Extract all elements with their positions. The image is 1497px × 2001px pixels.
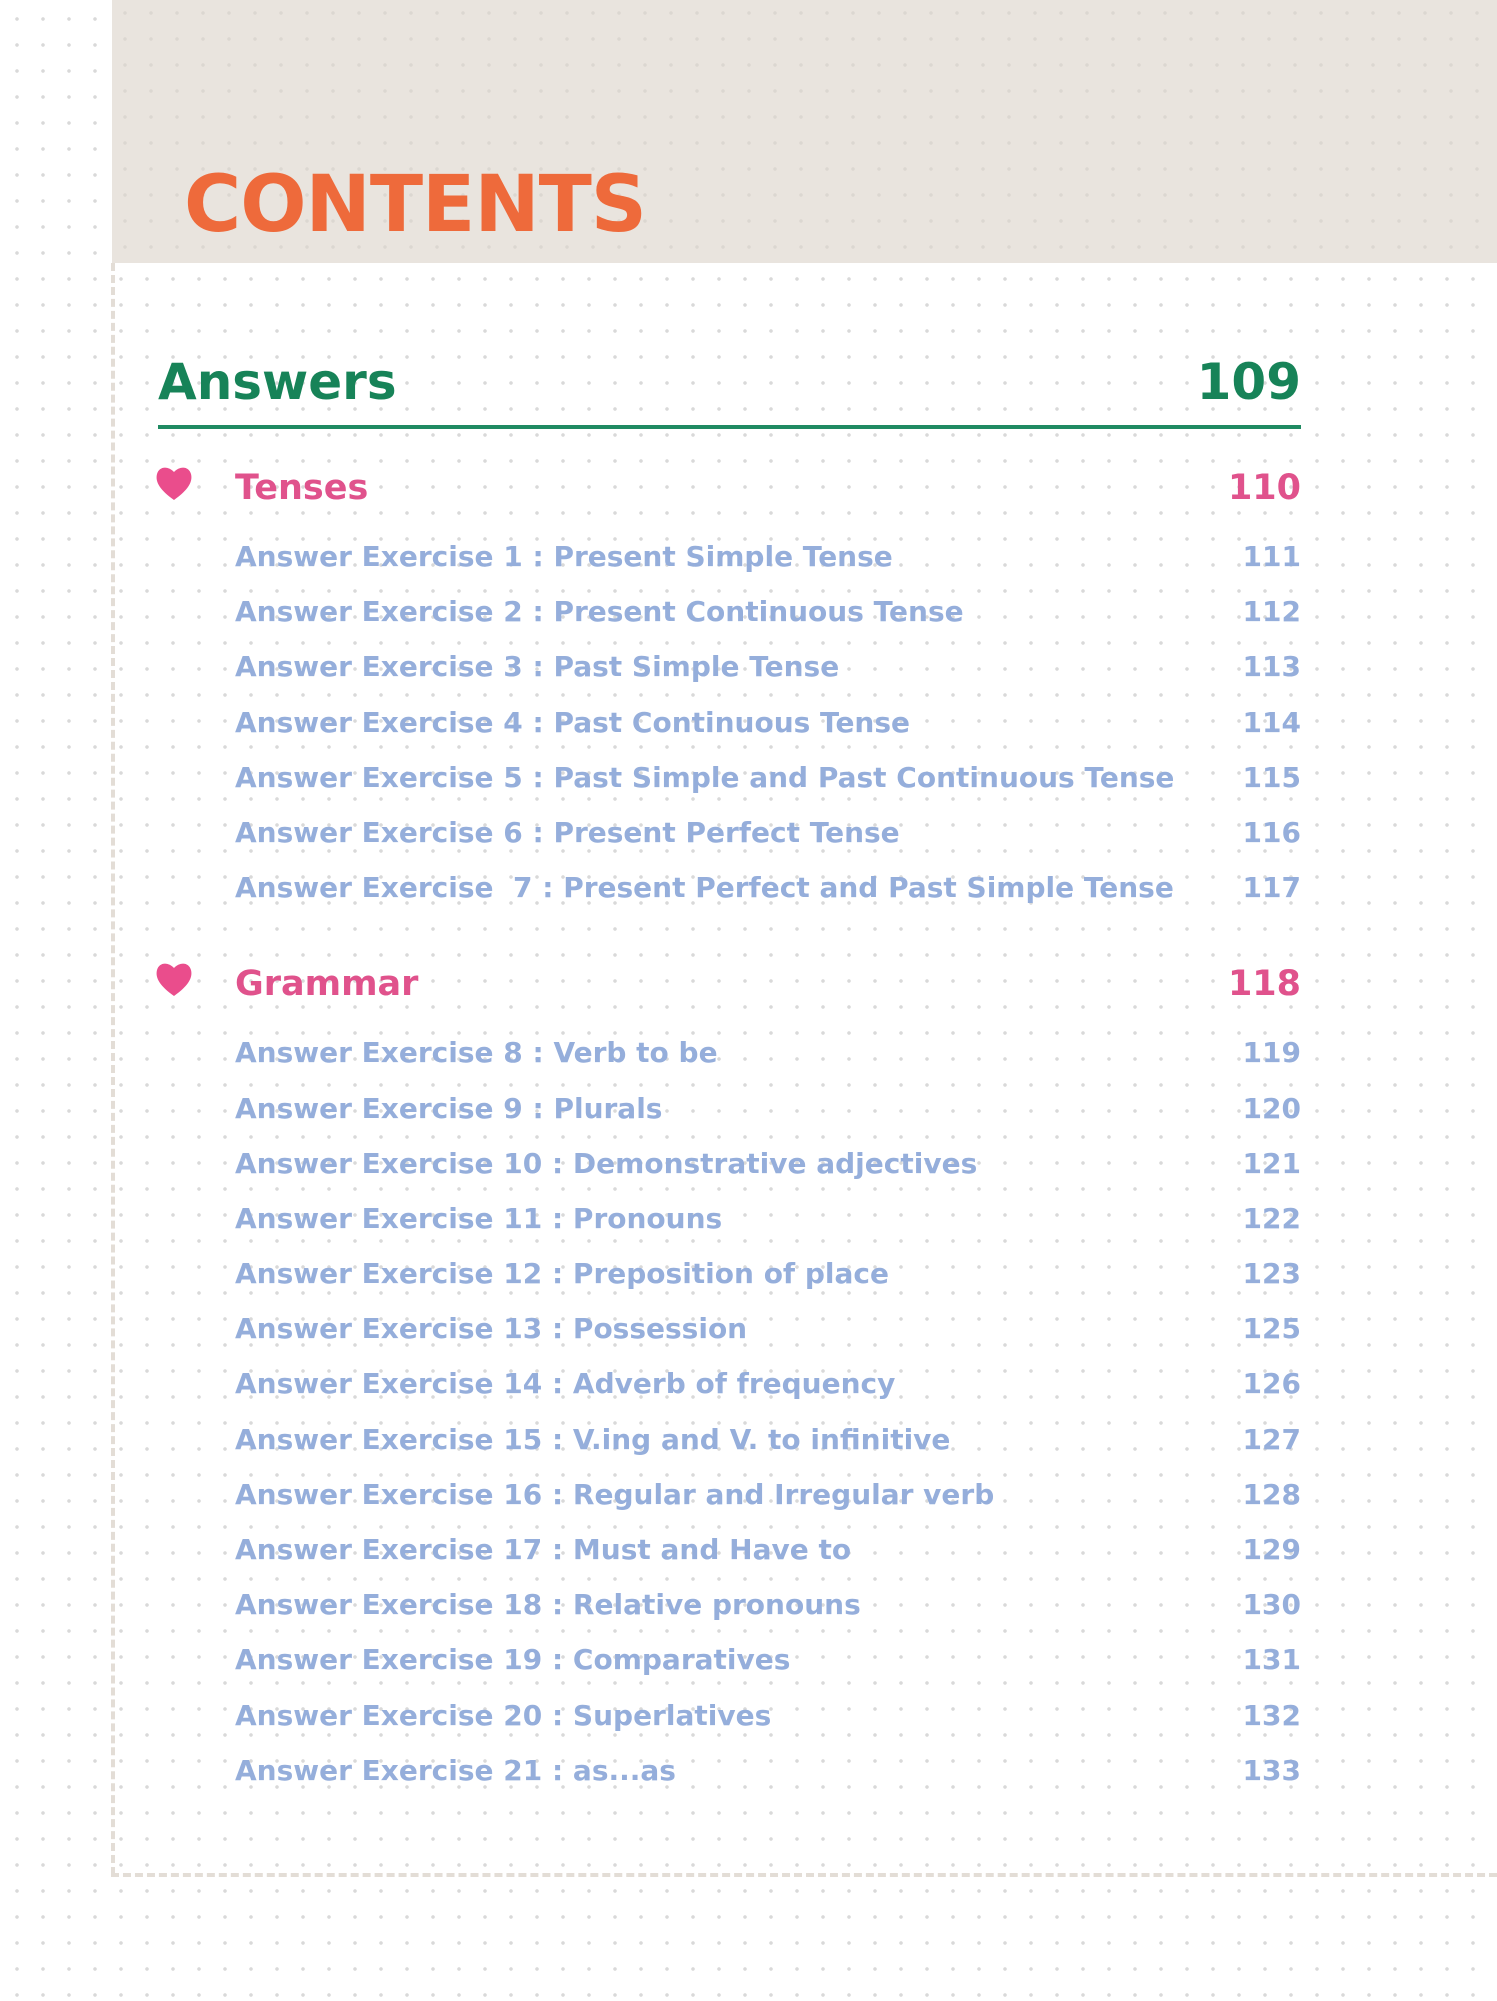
entry-label: Answer Exercise 10 : Demonstrative adjectives — [235, 1146, 978, 1180]
toc-entry[interactable] — [158, 1249, 1301, 1304]
toc-entry[interactable] — [158, 532, 1301, 587]
entry-label: Answer Exercise 17 : Must and Have to — [235, 1533, 852, 1566]
entry-page-number: 112 — [1242, 595, 1301, 629]
entry-label: Answer Exercise 9 : Plurals — [235, 1091, 663, 1125]
entry-page-number: 117 — [1242, 871, 1301, 905]
entry-label: Answer Exercise 8 : Verb to be — [235, 1036, 718, 1070]
toc-entry[interactable] — [158, 1415, 1301, 1470]
toc-entry[interactable] — [158, 1359, 1301, 1414]
page-frame-bottom — [111, 1873, 1497, 1877]
entry-label: Answer Exercise 13 : Possession — [235, 1312, 748, 1346]
entry-page-number: 116 — [1242, 815, 1301, 849]
group-title: Grammar — [235, 964, 419, 1005]
entry-label: Answer Exercise 1 : Present Simple Tense — [235, 540, 893, 573]
entry-page-number: 115 — [1242, 760, 1301, 794]
entry-label: Answer Exercise 18 : Relative pronouns — [235, 1588, 861, 1622]
entry-page-number: 113 — [1242, 650, 1301, 684]
group-header-tenses[interactable] — [158, 454, 1301, 526]
entry-label: Answer Exercise 11 : Pronouns — [235, 1201, 723, 1235]
group-title: Tenses — [235, 468, 369, 508]
entry-page-number: 127 — [1242, 1422, 1301, 1456]
group-page-number: 118 — [1227, 964, 1301, 1005]
toc-section-answers — [158, 345, 1301, 1801]
entry-page-number: 132 — [1242, 1698, 1301, 1732]
toc-entry[interactable] — [158, 642, 1301, 697]
group-header-grammar[interactable] — [158, 950, 1301, 1022]
entry-label: Answer Exercise 3 : Past Simple Tense — [235, 650, 840, 684]
toc-entry[interactable] — [158, 808, 1301, 863]
toc-entry[interactable] — [158, 1304, 1301, 1359]
entry-page-number: 130 — [1242, 1588, 1301, 1622]
entry-label: Answer Exercise 21 : as...as — [235, 1753, 676, 1787]
toc-entry[interactable] — [158, 1635, 1301, 1690]
page-frame-left — [111, 263, 115, 1875]
entry-page-number: 121 — [1242, 1146, 1301, 1180]
group-page-number: 110 — [1227, 468, 1301, 508]
entry-page-number: 114 — [1242, 705, 1301, 739]
entry-label: Answer Exercise 7 : Present Perfect and Past Simple Tense — [235, 871, 1174, 905]
section-page-number: 109 — [1196, 353, 1301, 411]
entry-page-number: 120 — [1242, 1091, 1301, 1125]
entry-label: Answer Exercise 19 : Comparatives — [235, 1643, 791, 1677]
entry-page-number: 126 — [1242, 1367, 1301, 1401]
entry-page-number: 119 — [1242, 1036, 1301, 1070]
entry-list-grammar — [158, 1028, 1301, 1801]
page-title: CONTENTS — [184, 160, 646, 250]
toc-entry[interactable] — [158, 1691, 1301, 1746]
heart-icon — [154, 960, 194, 998]
entry-page-number: 122 — [1242, 1201, 1301, 1235]
toc-group-grammar — [158, 950, 1301, 1801]
toc-entry[interactable] — [158, 1194, 1301, 1249]
entry-label: Answer Exercise 5 : Past Simple and Past Continuous Tense — [235, 760, 1175, 794]
toc-entry[interactable] — [158, 587, 1301, 642]
toc-entry[interactable] — [158, 1028, 1301, 1083]
entry-page-number: 133 — [1242, 1753, 1301, 1787]
section-header[interactable] — [158, 345, 1301, 429]
section-title: Answers — [158, 353, 397, 411]
toc-entry[interactable] — [158, 753, 1301, 808]
toc-entry[interactable] — [158, 698, 1301, 753]
toc-entry[interactable] — [158, 1580, 1301, 1635]
toc-entry[interactable] — [158, 863, 1301, 918]
toc-entry[interactable] — [158, 1084, 1301, 1139]
entry-page-number: 131 — [1242, 1643, 1301, 1677]
entry-label: Answer Exercise 20 : Superlatives — [235, 1698, 772, 1732]
entry-label: Answer Exercise 16 : Regular and Irregular verb — [235, 1477, 995, 1511]
entry-label: Answer Exercise 6 : Present Perfect Tense — [235, 815, 900, 849]
toc-entry[interactable] — [158, 1525, 1301, 1580]
entry-label: Answer Exercise 14 : Adverb of frequency — [235, 1367, 896, 1401]
entry-page-number: 128 — [1242, 1477, 1301, 1511]
entry-label: Answer Exercise 12 : Preposition of place — [235, 1257, 889, 1291]
heart-icon — [154, 464, 194, 502]
toc-entry[interactable] — [158, 1139, 1301, 1194]
entry-label: Answer Exercise 15 : V.ing and V. to infinitive — [235, 1422, 951, 1456]
entry-list-tenses — [158, 532, 1301, 918]
toc-group-tenses — [158, 454, 1301, 918]
entry-label: Answer Exercise 2 : Present Continuous Tense — [235, 595, 964, 629]
entry-page-number: 123 — [1242, 1257, 1301, 1291]
toc-entry[interactable] — [158, 1746, 1301, 1801]
entry-label: Answer Exercise 4 : Past Continuous Tense — [235, 705, 911, 739]
toc-entry[interactable] — [158, 1470, 1301, 1525]
entry-page-number: 125 — [1242, 1312, 1301, 1346]
entry-page-number: 129 — [1242, 1533, 1301, 1566]
entry-page-number: 111 — [1242, 540, 1301, 573]
